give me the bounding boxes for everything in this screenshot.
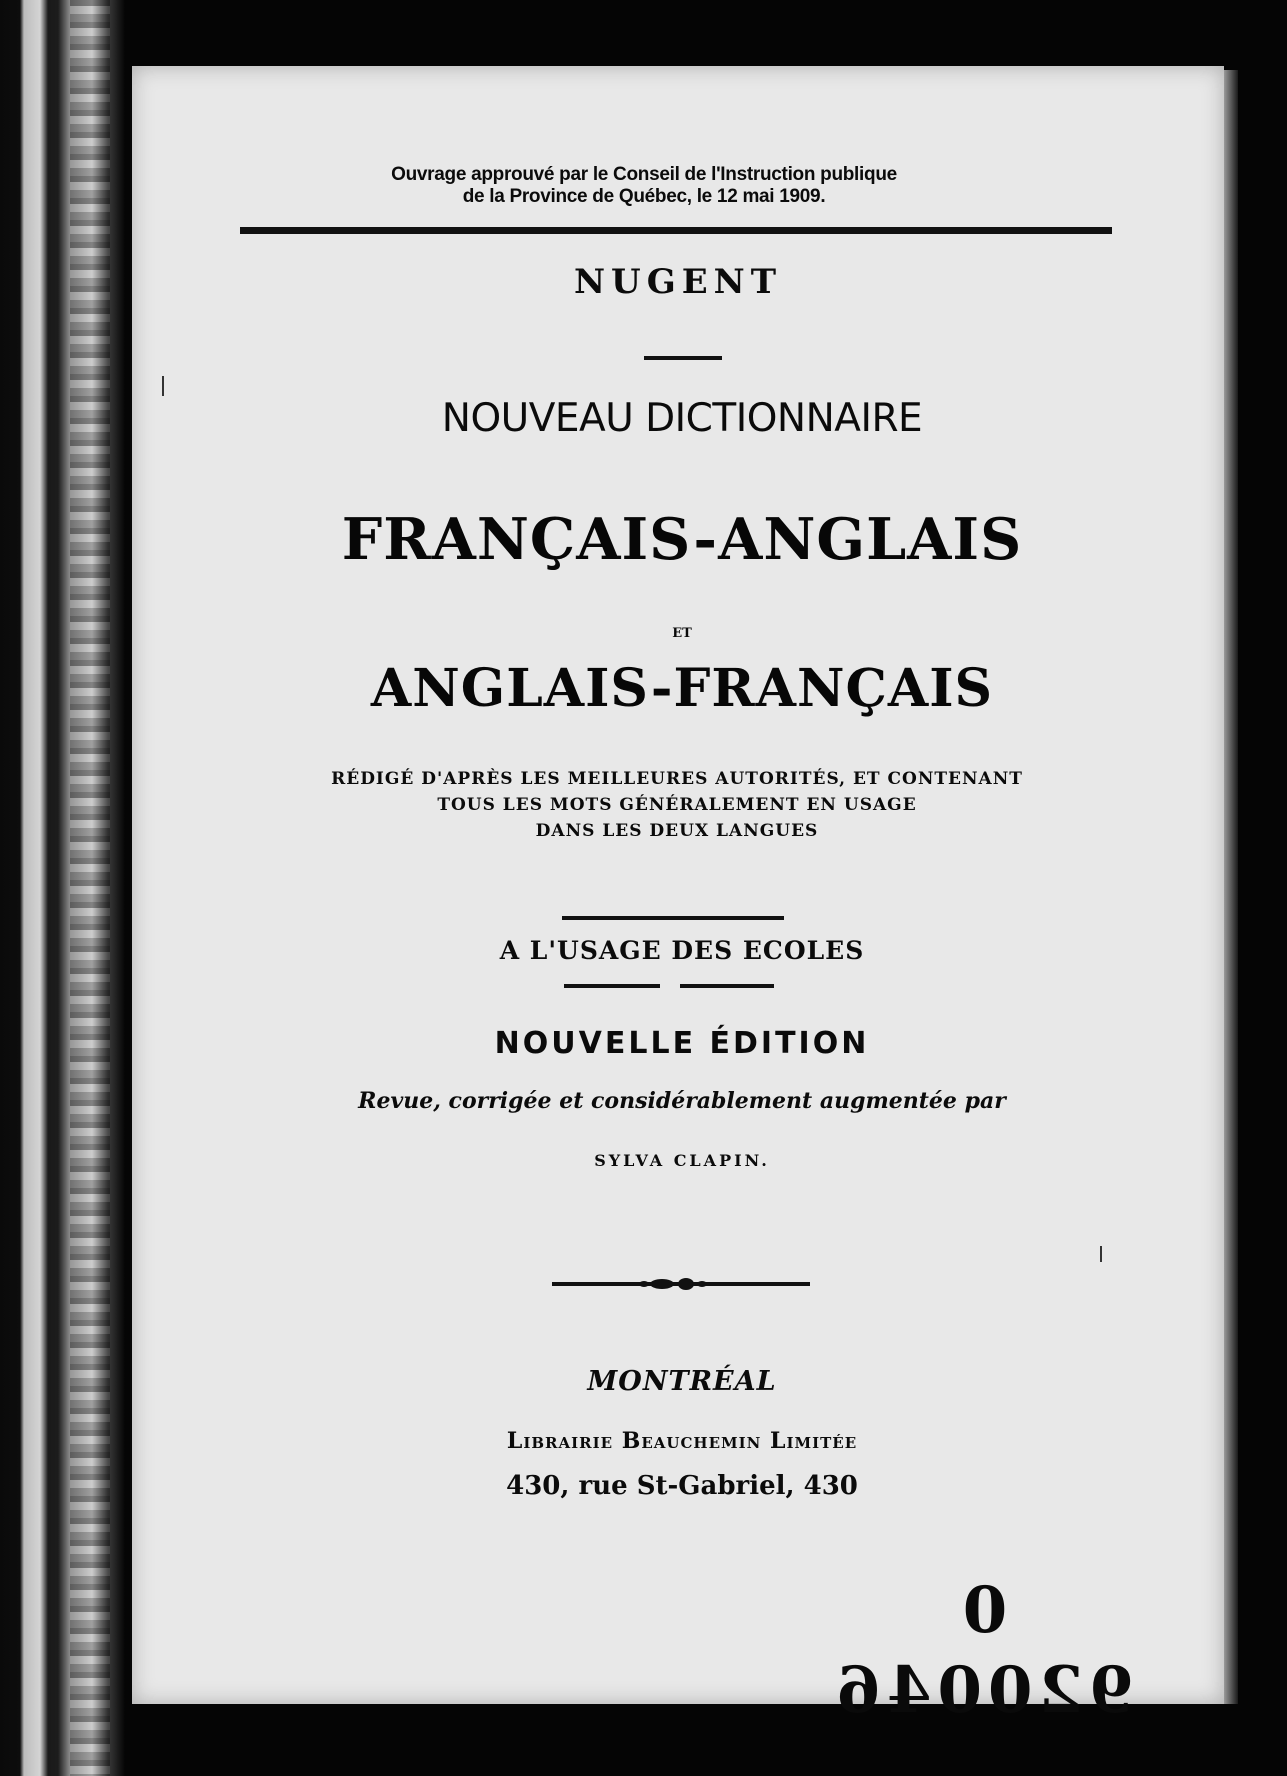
ornament-divider <box>552 1276 810 1292</box>
catalog-stamp: 0 920046 <box>830 1573 1134 1728</box>
usage-rule-top <box>562 916 784 920</box>
approval-note-line-2: de la Province de Québec, le 12 mai 1909. <box>462 186 826 207</box>
imprint-city: MONTRÉAL <box>587 1366 777 1397</box>
usage-line: A L'USAGE DES ECOLES <box>499 936 865 965</box>
title-english-french: ANGLAIS-FRANÇAIS <box>370 658 994 719</box>
page-speck <box>1100 1246 1102 1262</box>
imprint-address: 430, rue St-Gabriel, 430 <box>506 1471 858 1501</box>
page-edge <box>1224 70 1238 1704</box>
usage-rule-bottom-right <box>680 984 774 988</box>
dictionary-heading: NOUVEAU DICTIONNAIRE <box>441 396 923 441</box>
reviser-name: SYLVA CLAPIN. <box>594 1151 770 1170</box>
book-spine <box>0 0 125 1776</box>
author-rule <box>644 356 722 360</box>
description-line-3: DANS LES DEUX LANGUES <box>535 821 819 841</box>
revision-line: Revue, corrigée et considérablement augmentée par <box>358 1088 1006 1114</box>
title-page <box>132 66 1224 1728</box>
title-conjunction: ET <box>672 626 692 641</box>
description-line-1: RÉDIGÉ D'APRÈS LES MEILLEURES AUTORITÉS, ET CONTENANT <box>331 769 1023 789</box>
description-block <box>252 766 1102 844</box>
page-speck <box>162 376 164 396</box>
approval-note <box>364 164 924 208</box>
author-name: NUGENT <box>573 262 783 302</box>
edition-line: NOUVELLE ÉDITION <box>494 1026 870 1061</box>
imprint-publisher: Librairie Beauchemin Limitée <box>506 1428 858 1454</box>
top-rule <box>240 227 1112 234</box>
description-line-2: TOUS LES MOTS GÉNÉRALEMENT EN USAGE <box>437 795 917 815</box>
title-french-english: FRANÇAIS-ANGLAIS <box>341 506 1023 573</box>
usage-rule-bottom-left <box>564 984 660 988</box>
approval-note-line-1: Ouvrage approuvé par le Conseil de l'Instruction publique <box>391 164 897 185</box>
